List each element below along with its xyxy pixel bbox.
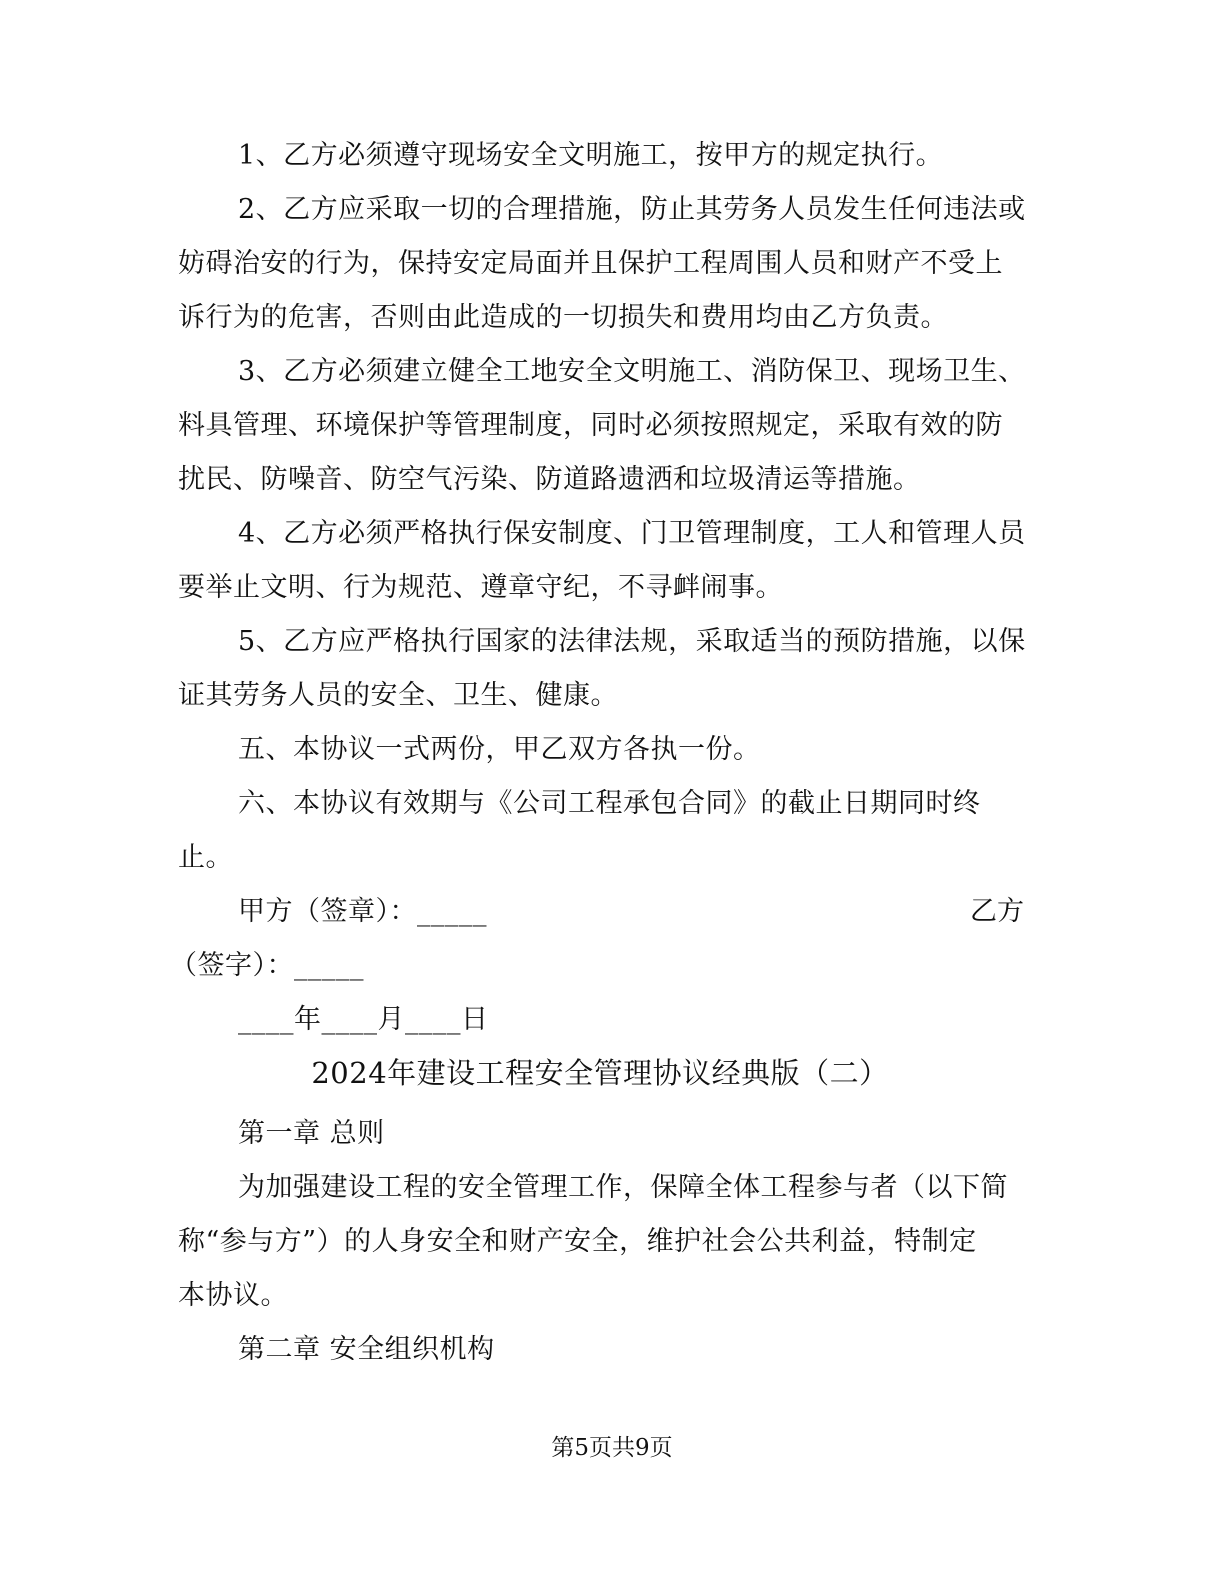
article-5: 五、本协议一式两份，甲乙双方各执一份。 [238,734,761,765]
clause-5-line-2: 证其劳务人员的安全、卫生、健康。 [178,680,618,711]
clause-5-line-1: 5、乙方应严格执行国家的法律法规，采取适当的预防措施，以保 [238,626,1026,657]
article-6-line-2: 止。 [178,842,233,873]
clause-3-line-2: 料具管理、环境保护等管理制度，同时必须按照规定，采取有效的防 [178,410,1003,441]
chapter-1-paragraph-line-3: 本协议。 [178,1280,288,1311]
article-6-line-1: 六、本协议有效期与《公司工程承包合同》的截止日期同时终 [238,788,981,819]
chapter-1-paragraph-line-1: 为加强建设工程的安全管理工作，保障全体工程参与者（以下简 [238,1172,1008,1203]
signature-date: ____年____月____日 [238,1004,489,1035]
section-title: 2024年建设工程安全管理协议经典版（二） [311,1056,889,1090]
party-b-signature: （签字）：_____ [170,950,364,981]
chapter-1-heading: 第一章 总则 [238,1118,385,1149]
clause-4-line-2: 要举止文明、行为规范、遵章守纪，不寻衅闹事。 [178,572,783,603]
clause-2-line-3: 诉行为的危害，否则由此造成的一切损失和费用均由乙方负责。 [178,302,948,333]
clause-1: 1、乙方必须遵守现场安全文明施工，按甲方的规定执行。 [238,140,944,171]
chapter-2-heading: 第二章 安全组织机构 [238,1334,495,1365]
clause-4-line-1: 4、乙方必须严格执行保安制度、门卫管理制度，工人和管理人员 [238,518,1026,549]
clause-3-line-3: 扰民、防噪音、防空气污染、防道路遗洒和垃圾清运等措施。 [178,464,921,495]
clause-2-line-1: 2、乙方应采取一切的合理措施，防止其劳务人员发生任何违法或 [238,194,1026,225]
page-number: 第5页共9页 [551,1435,673,1461]
clause-2-line-2: 妨碍治安的行为，保持安定局面并且保护工程周围人员和财产不受上 [178,248,1003,279]
party-a-signature: 甲方（签章）：_____ [238,896,487,927]
party-b-label: 乙方 [970,896,1024,927]
chapter-1-paragraph-line-2: 称“参与方”）的人身安全和财产安全，维护社会公共利益，特制定 [178,1226,977,1257]
clause-3-line-1: 3、乙方必须建立健全工地安全文明施工、消防保卫、现场卫生、 [238,356,1026,387]
